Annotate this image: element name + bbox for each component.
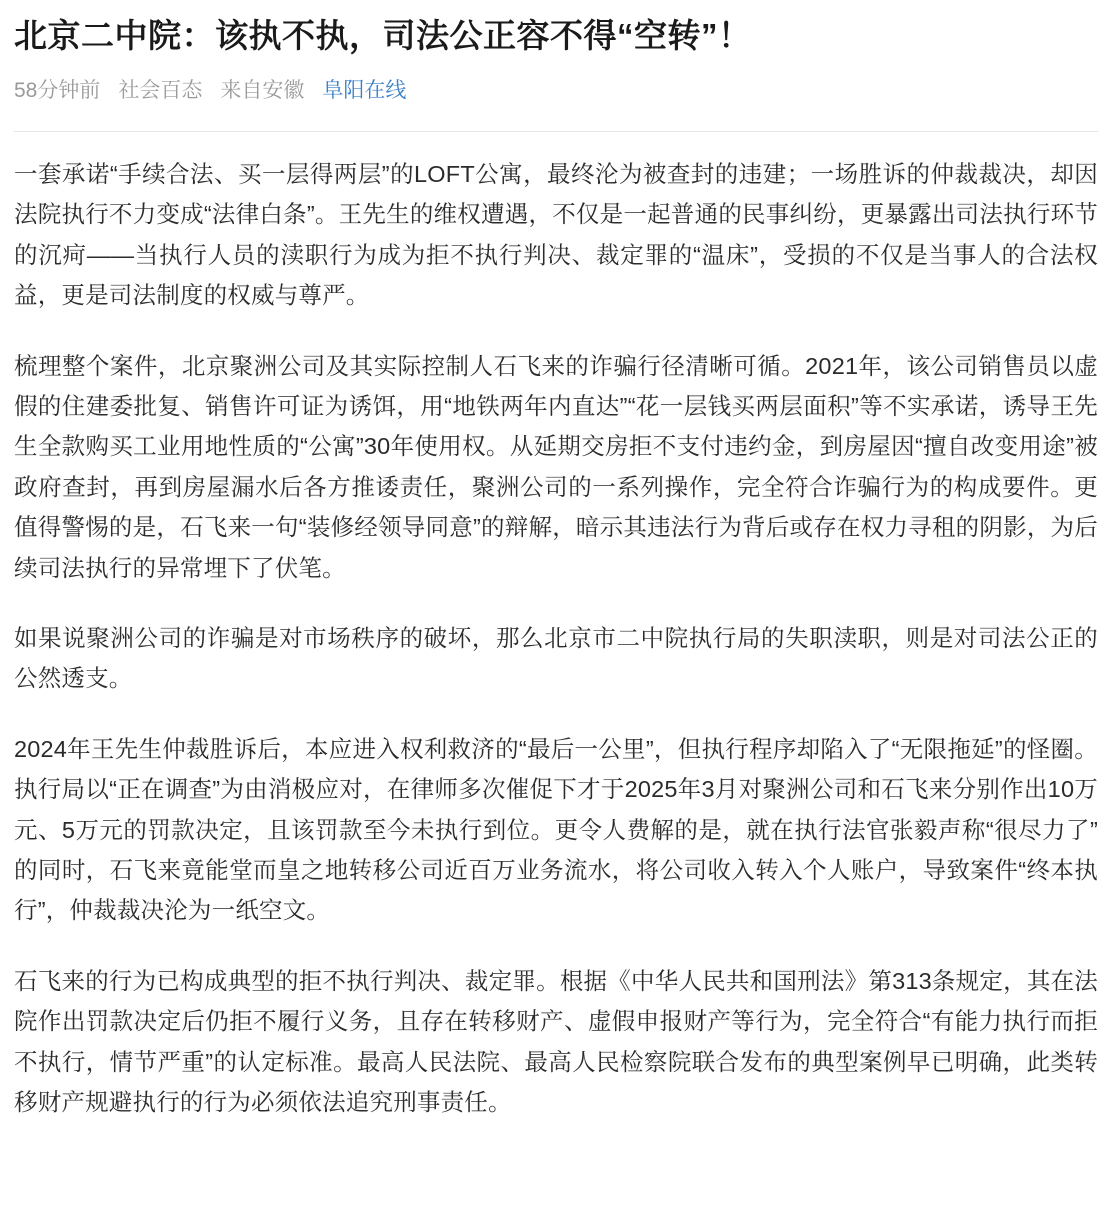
article-location: 来自安徽: [220, 78, 305, 102]
article-paragraph: 如果说聚洲公司的诈骗是对市场秩序的破坏，那么北京市二中院执行局的失职渎职，则是对司法公正的公然透支。: [14, 625, 1098, 692]
article-source-link[interactable]: 阜阳在线: [322, 78, 407, 102]
article-paragraph: 石飞来的行为已构成典型的拒不执行判决、裁定罪。根据《中华人民共和国刑法》第313条规定，其在法院作出罚款决定后仍拒不履行义务，且存在转移财产、虚假申报财产等行为，完全符合“有能力执行而拒不执行，情节严重”的认定标准。最高人民法院、最高人民检察院联合发布的典型案例早已明确，此类转移财产规避执行的行为必须依法追究刑事责任。: [14, 967, 1098, 1116]
article-category: 社会百态: [118, 78, 203, 102]
publish-time: 58分钟前: [14, 78, 101, 102]
article-paragraph: 2024年王先生仲裁胜诉后，本应进入权利救济的“最后一公里”，但执行程序却陷入了“无限拖延”的怪圈。执行局以“正在调查”为由消极应对，在律师多次催促下才于2025年3月对聚洲公司和石飞来分别作出10万元、5万元的罚款决定，且该罚款至今未执行到位。更令人费解的是，就在执行法官张毅声称“很尽力了”的同时，石飞来竟能堂而皇之地转移公司近百万业务流水，将公司收入转入个人账户，导致案件“终本执行”，仲裁裁决沦为一纸空文。: [14, 735, 1098, 924]
header-divider: [14, 131, 1098, 132]
article-body: [14, 154, 1098, 1123]
article-paragraph: 一套承诺“手续合法、买一层得两层”的LOFT公寓，最终沦为被查封的违建；一场胜诉的仲裁裁决，却因法院执行不力变成“法律白条”。王先生的维权遭遇，不仅是一起普通的民事纠纷，更暴露出司法执行环节的沉疴——当执行人员的渎职行为成为拒不执行判决、裁定罪的“温床”，受损的不仅是当事人的合法权益，更是司法制度的权威与尊严。: [14, 160, 1098, 309]
article-paragraph: 梳理整个案件，北京聚洲公司及其实际控制人石飞来的诈骗行径清晰可循。2021年，该公司销售员以虚假的住建委批复、销售许可证为诱饵，用“地铁两年内直达”“花一层钱买两层面积”等不实承诺，诱导王先生全款购买工业用地性质的“公寓”30年使用权。从延期交房拒不支付违约金，到房屋因“擅自改变用途”被政府查封，再到房屋漏水后各方推诿责任，聚洲公司的一系列操作，完全符合诈骗行为的构成要件。更值得警惕的是，石飞来一句“装修经领导同意”的辩解，暗示其违法行为背后或存在权力寻租的阴影，为后续司法执行的异常埋下了伏笔。: [14, 352, 1098, 581]
page-title: 北京二中院：该执不执，司法公正容不得“空转”！: [14, 17, 752, 54]
article-meta: [14, 76, 1098, 105]
